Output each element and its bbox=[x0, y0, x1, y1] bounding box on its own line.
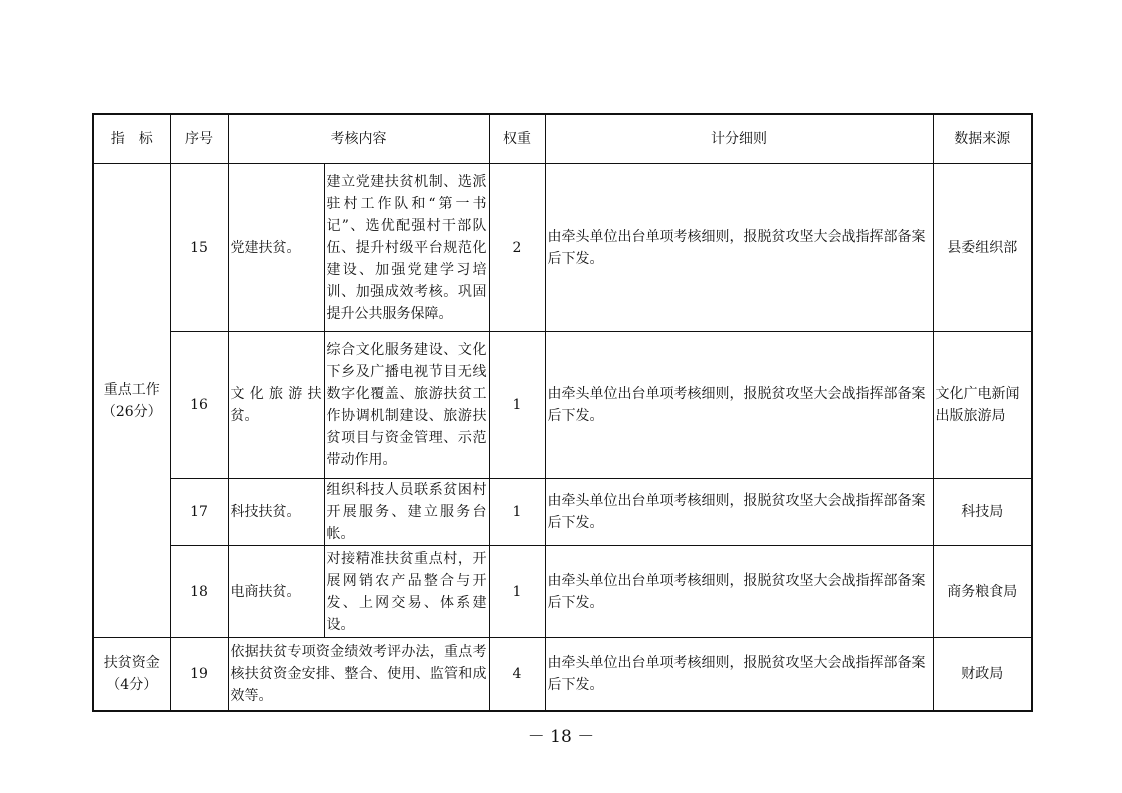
detail-cell: 组织科技人员联系贫困村开展服务、建立服务台帐。 bbox=[324, 479, 489, 546]
table-row bbox=[93, 332, 1032, 479]
scoring-cell: 由牵头单位出台单项考核细则，报脱贫攻坚大会战指挥部备案后下发。 bbox=[545, 479, 933, 546]
seq-cell: 16 bbox=[170, 332, 228, 479]
detail-cell: 建立党建扶贫机制、选派驻村工作队和“第一书记”、选优配强村干部队伍、提升村级平台规范化建设、加强党建学习培训、加强成效考核。巩固提升公共服务保障。 bbox=[324, 164, 489, 332]
source-cell: 商务粮食局 bbox=[933, 546, 1032, 638]
weight-cell: 2 bbox=[489, 164, 545, 332]
header-scoring: 计分细则 bbox=[545, 114, 933, 164]
header-indicator: 指 标 bbox=[93, 114, 170, 164]
item-cell: 科技扶贫。 bbox=[228, 479, 324, 546]
indicator-cell bbox=[93, 164, 170, 638]
header-row bbox=[93, 114, 1032, 164]
header-weight: 权重 bbox=[489, 114, 545, 164]
seq-cell: 18 bbox=[170, 546, 228, 638]
weight-cell: 4 bbox=[489, 638, 545, 711]
header-seq: 序号 bbox=[170, 114, 228, 164]
seq-cell: 15 bbox=[170, 164, 228, 332]
scoring-cell: 由牵头单位出台单项考核细则，报脱贫攻坚大会战指挥部备案后下发。 bbox=[545, 546, 933, 638]
indicator-label: 重点工作 bbox=[103, 381, 160, 398]
table-row bbox=[93, 638, 1032, 711]
item-cell: 电商扶贫。 bbox=[228, 546, 324, 638]
scoring-cell: 由牵头单位出台单项考核细则，报脱贫攻坚大会战指挥部备案后下发。 bbox=[545, 164, 933, 332]
content-cell: 依据扶贫专项资金绩效考评办法，重点考核扶贫资金安排、整合、使用、监管和成效等。 bbox=[228, 638, 489, 711]
page-number: － 18 － bbox=[527, 727, 595, 747]
indicator-score: （4分） bbox=[106, 676, 158, 693]
header-content: 考核内容 bbox=[228, 114, 489, 164]
indicator-cell bbox=[93, 638, 170, 711]
table-row bbox=[93, 546, 1032, 638]
scoring-cell: 由牵头单位出台单项考核细则，报脱贫攻坚大会战指挥部备案后下发。 bbox=[545, 332, 933, 479]
weight-cell: 1 bbox=[489, 332, 545, 479]
table-row bbox=[93, 479, 1032, 546]
indicator-score: （26分） bbox=[101, 403, 162, 420]
weight-cell: 1 bbox=[489, 479, 545, 546]
source-cell: 科技局 bbox=[933, 479, 1032, 546]
table-row bbox=[93, 164, 1032, 332]
seq-cell: 17 bbox=[170, 479, 228, 546]
detail-cell: 综合文化服务建设、文化下乡及广播电视节目无线数字化覆盖、旅游扶贫工作协调机制建设、旅游扶贫项目与资金管理、示范带动作用。 bbox=[324, 332, 489, 479]
source-cell: 县委组织部 bbox=[933, 164, 1032, 332]
weight-cell: 1 bbox=[489, 546, 545, 638]
scoring-cell: 由牵头单位出台单项考核细则，报脱贫攻坚大会战指挥部备案后下发。 bbox=[545, 638, 933, 711]
item-cell: 党建扶贫。 bbox=[228, 164, 324, 332]
header-source: 数据来源 bbox=[933, 114, 1032, 164]
indicator-label: 扶贫资金 bbox=[103, 654, 160, 671]
seq-cell: 19 bbox=[170, 638, 228, 711]
detail-cell: 对接精准扶贫重点村，开展网销农产品整合与开发、上网交易、体系建设。 bbox=[324, 546, 489, 638]
source-cell: 文化广电新闻出版旅游局 bbox=[933, 332, 1032, 479]
source-cell: 财政局 bbox=[933, 638, 1032, 711]
item-cell: 文化旅游扶贫。 bbox=[228, 332, 324, 479]
assessment-table bbox=[92, 113, 1033, 712]
